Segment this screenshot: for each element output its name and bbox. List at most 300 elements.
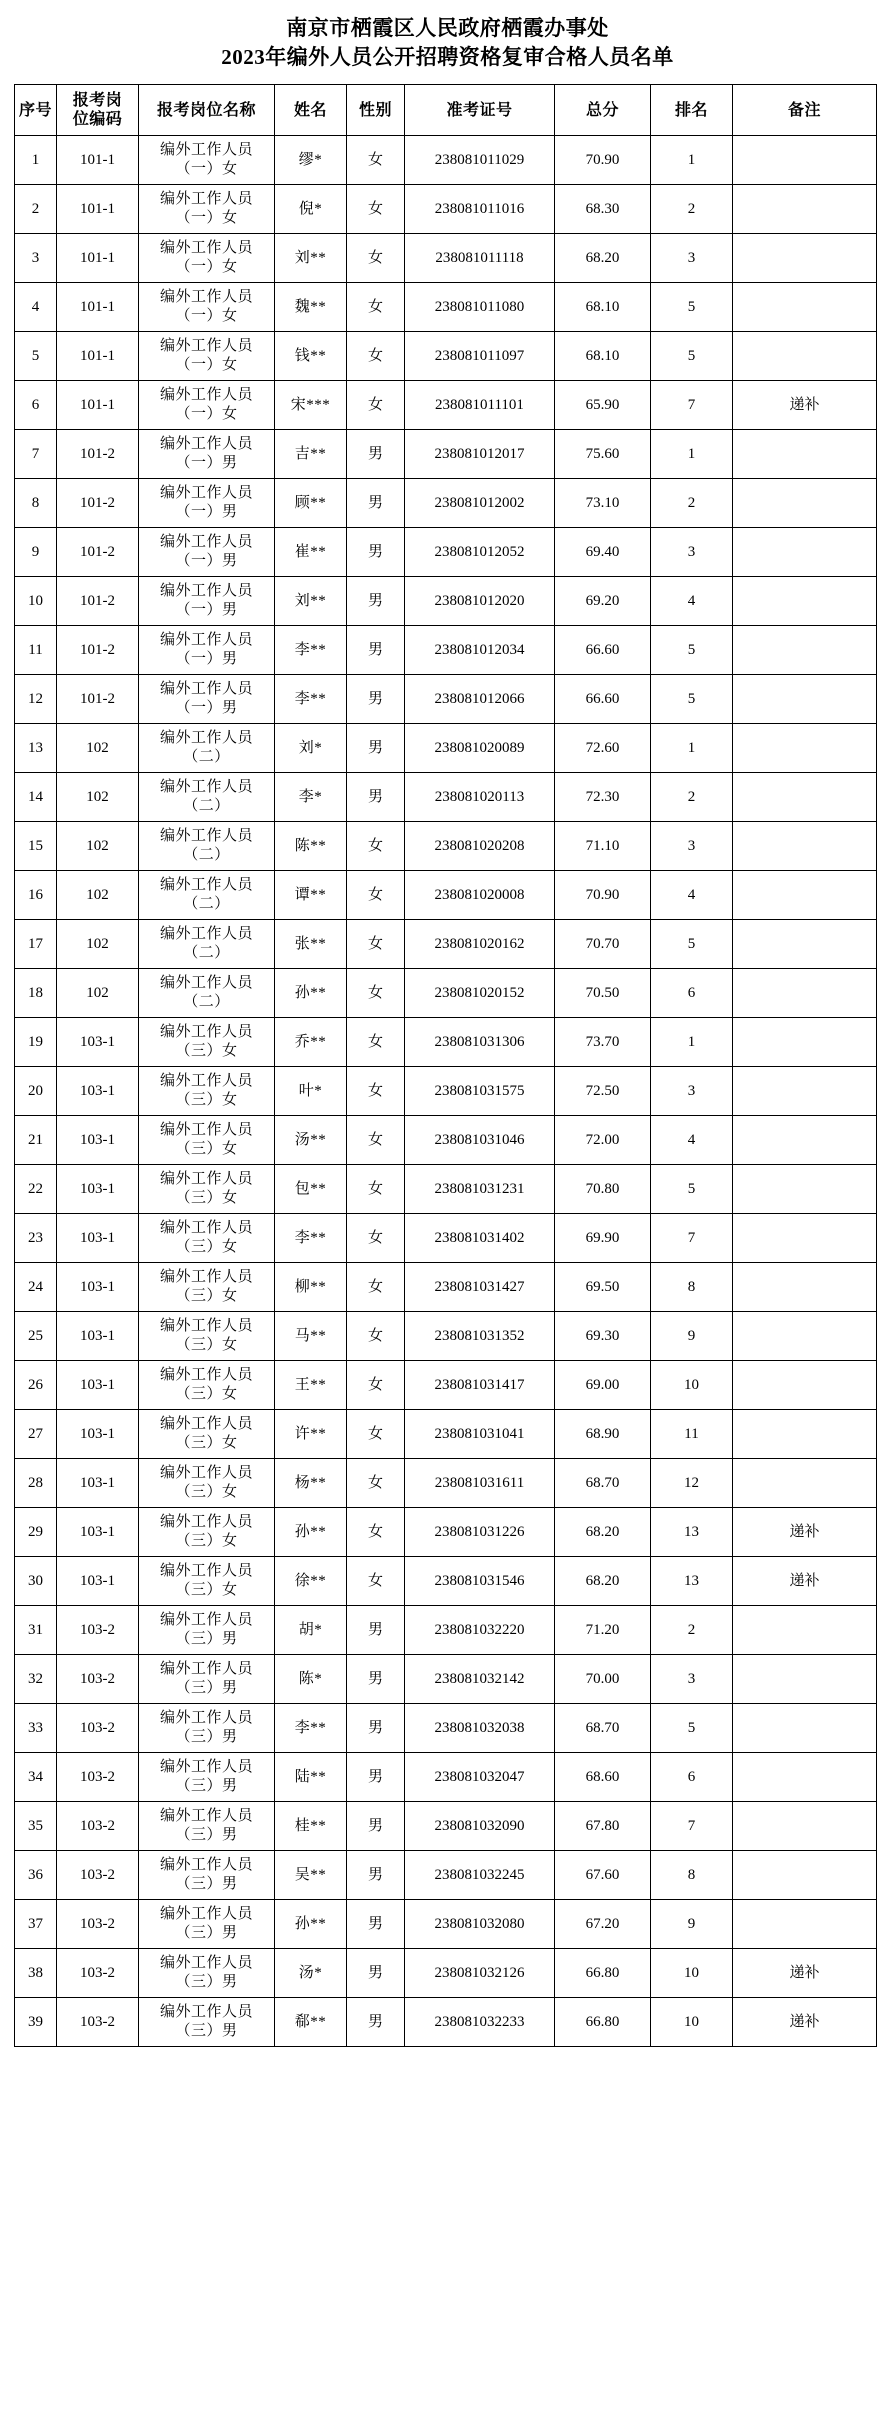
cell-name: 乔**	[275, 1018, 347, 1067]
cell-post-name-line2: （二）	[183, 749, 230, 765]
cell-gender: 女	[347, 871, 405, 920]
cell-seq: 38	[15, 1949, 57, 1998]
cell-post-name-line1: 编外工作人员	[159, 191, 253, 207]
table-row	[15, 1165, 877, 1214]
cell-remark: 递补	[733, 1998, 877, 2047]
cell-name: 缪*	[275, 136, 347, 185]
cell-gender: 女	[347, 1361, 405, 1410]
cell-gender: 男	[347, 1851, 405, 1900]
cell-post-name	[139, 1851, 275, 1900]
cell-rank: 2	[651, 479, 733, 528]
cell-total-score: 68.90	[555, 1410, 651, 1459]
cell-remark	[733, 1410, 877, 1459]
cell-remark	[733, 283, 877, 332]
cell-remark	[733, 1900, 877, 1949]
cell-total-score: 71.10	[555, 822, 651, 871]
table-row	[15, 1263, 877, 1312]
cell-post-name-line1: 编外工作人员	[159, 877, 253, 893]
cell-rank: 9	[651, 1312, 733, 1361]
table-row	[15, 920, 877, 969]
cell-rank: 9	[651, 1900, 733, 1949]
cell-ticket-number: 238081031226	[405, 1508, 555, 1557]
table-row	[15, 577, 877, 626]
cell-post-name-line1: 编外工作人员	[159, 289, 253, 305]
cell-rank: 8	[651, 1851, 733, 1900]
cell-remark	[733, 234, 877, 283]
cell-rank: 5	[651, 1165, 733, 1214]
cell-post-name	[139, 1067, 275, 1116]
cell-remark	[733, 675, 877, 724]
cell-post-name	[139, 283, 275, 332]
cell-ticket-number: 238081012017	[405, 430, 555, 479]
cell-rank: 3	[651, 528, 733, 577]
cell-seq: 4	[15, 283, 57, 332]
cell-gender: 女	[347, 1459, 405, 1508]
column-header-post-name: 报考岗位名称	[139, 85, 275, 136]
cell-seq: 24	[15, 1263, 57, 1312]
table-row	[15, 283, 877, 332]
cell-remark	[733, 1116, 877, 1165]
cell-name: 吴**	[275, 1851, 347, 1900]
cell-total-score: 69.90	[555, 1214, 651, 1263]
cell-post-name-line1: 编外工作人员	[159, 387, 253, 403]
cell-seq: 27	[15, 1410, 57, 1459]
cell-post-name-line1: 编外工作人员	[159, 436, 253, 452]
cell-gender: 男	[347, 675, 405, 724]
cell-total-score: 67.60	[555, 1851, 651, 1900]
table-row	[15, 1410, 877, 1459]
cell-gender: 女	[347, 381, 405, 430]
cell-rank: 10	[651, 1998, 733, 2047]
cell-remark	[733, 969, 877, 1018]
cell-post-name-line1: 编外工作人员	[159, 485, 253, 501]
cell-gender: 女	[347, 1067, 405, 1116]
cell-post-code: 101-2	[57, 626, 139, 675]
table-row	[15, 1361, 877, 1410]
cell-seq: 1	[15, 136, 57, 185]
cell-post-name-line2: （三）女	[175, 1337, 238, 1353]
cell-post-name-line1: 编外工作人员	[159, 632, 253, 648]
cell-name: 包**	[275, 1165, 347, 1214]
cell-post-code: 102	[57, 724, 139, 773]
cell-rank: 6	[651, 969, 733, 1018]
cell-remark	[733, 724, 877, 773]
cell-total-score: 66.80	[555, 1998, 651, 2047]
cell-total-score: 66.80	[555, 1949, 651, 1998]
cell-post-name-line1: 编外工作人员	[159, 1122, 253, 1138]
cell-name: 陆**	[275, 1753, 347, 1802]
cell-post-name	[139, 430, 275, 479]
cell-gender: 男	[347, 1704, 405, 1753]
cell-post-code: 101-1	[57, 185, 139, 234]
cell-total-score: 67.20	[555, 1900, 651, 1949]
cell-name: 马**	[275, 1312, 347, 1361]
cell-post-code: 103-2	[57, 1753, 139, 1802]
cell-post-name-line2: （三）女	[175, 1190, 238, 1206]
table-row	[15, 724, 877, 773]
cell-ticket-number: 238081032038	[405, 1704, 555, 1753]
cell-ticket-number: 238081011118	[405, 234, 555, 283]
cell-post-name-line2: （三）女	[175, 1533, 238, 1549]
cell-ticket-number: 238081031402	[405, 1214, 555, 1263]
cell-remark	[733, 1214, 877, 1263]
cell-seq: 3	[15, 234, 57, 283]
cell-post-code: 101-1	[57, 381, 139, 430]
cell-post-name	[139, 1508, 275, 1557]
cell-post-name-line1: 编外工作人员	[159, 1661, 253, 1677]
cell-remark	[733, 1361, 877, 1410]
cell-post-name-line2: （三）男	[175, 1876, 238, 1892]
table-row	[15, 479, 877, 528]
cell-total-score: 68.20	[555, 234, 651, 283]
cell-post-code: 101-1	[57, 136, 139, 185]
cell-remark	[733, 577, 877, 626]
cell-rank: 7	[651, 1214, 733, 1263]
cell-seq: 31	[15, 1606, 57, 1655]
table-row	[15, 1802, 877, 1851]
cell-seq: 7	[15, 430, 57, 479]
cell-post-code: 103-1	[57, 1018, 139, 1067]
cell-total-score: 68.70	[555, 1459, 651, 1508]
cell-remark	[733, 185, 877, 234]
cell-post-name-line1: 编外工作人员	[159, 1759, 253, 1775]
cell-post-code: 103-1	[57, 1067, 139, 1116]
cell-total-score: 69.50	[555, 1263, 651, 1312]
table-row	[15, 381, 877, 430]
cell-post-name	[139, 822, 275, 871]
cell-seq: 28	[15, 1459, 57, 1508]
cell-seq: 5	[15, 332, 57, 381]
cell-total-score: 69.20	[555, 577, 651, 626]
cell-remark	[733, 1851, 877, 1900]
cell-post-name-line2: （三）男	[175, 1680, 238, 1696]
cell-rank: 1	[651, 724, 733, 773]
cell-gender: 女	[347, 1214, 405, 1263]
cell-name: 许**	[275, 1410, 347, 1459]
cell-ticket-number: 238081011029	[405, 136, 555, 185]
cell-ticket-number: 238081032090	[405, 1802, 555, 1851]
cell-seq: 29	[15, 1508, 57, 1557]
cell-ticket-number: 238081031546	[405, 1557, 555, 1606]
cell-name: 宋***	[275, 381, 347, 430]
cell-name: 李*	[275, 773, 347, 822]
cell-post-name-line2: （三）男	[175, 1925, 238, 1941]
cell-remark: 递补	[733, 1508, 877, 1557]
cell-post-code: 102	[57, 822, 139, 871]
cell-rank: 3	[651, 234, 733, 283]
cell-total-score: 73.10	[555, 479, 651, 528]
cell-ticket-number: 238081032126	[405, 1949, 555, 1998]
cell-post-name	[139, 773, 275, 822]
cell-post-name	[139, 1214, 275, 1263]
cell-rank: 12	[651, 1459, 733, 1508]
cell-name: 孙**	[275, 969, 347, 1018]
cell-name: 杨**	[275, 1459, 347, 1508]
cell-rank: 11	[651, 1410, 733, 1459]
cell-rank: 1	[651, 430, 733, 479]
cell-post-name	[139, 920, 275, 969]
cell-ticket-number: 238081012066	[405, 675, 555, 724]
cell-post-name-line1: 编外工作人员	[159, 2004, 253, 2020]
cell-total-score: 68.60	[555, 1753, 651, 1802]
column-header-post-code-line1: 报考岗	[72, 92, 123, 109]
cell-post-code: 103-2	[57, 1900, 139, 1949]
cell-ticket-number: 238081011101	[405, 381, 555, 430]
cell-post-name	[139, 1018, 275, 1067]
cell-ticket-number: 238081031352	[405, 1312, 555, 1361]
cell-seq: 6	[15, 381, 57, 430]
cell-post-name-line1: 编外工作人员	[159, 1906, 253, 1922]
cell-post-name-line1: 编外工作人员	[159, 1367, 253, 1383]
cell-total-score: 71.20	[555, 1606, 651, 1655]
cell-name: 孙**	[275, 1900, 347, 1949]
cell-post-name	[139, 234, 275, 283]
cell-remark	[733, 1802, 877, 1851]
cell-post-name-line1: 编外工作人员	[159, 1269, 253, 1285]
cell-post-name-line1: 编外工作人员	[159, 1024, 253, 1040]
cell-post-name	[139, 626, 275, 675]
cell-post-code: 103-1	[57, 1557, 139, 1606]
cell-post-name	[139, 1998, 275, 2047]
column-header-remark: 备注	[733, 85, 877, 136]
table-row	[15, 1998, 877, 2047]
cell-rank: 5	[651, 920, 733, 969]
cell-name: 孙**	[275, 1508, 347, 1557]
cell-post-name	[139, 136, 275, 185]
cell-post-code: 103-1	[57, 1459, 139, 1508]
cell-name: 李**	[275, 1704, 347, 1753]
cell-post-name	[139, 381, 275, 430]
cell-gender: 女	[347, 1557, 405, 1606]
cell-post-name	[139, 1949, 275, 1998]
cell-post-name-line1: 编外工作人员	[159, 1710, 253, 1726]
cell-post-name-line2: （二）	[183, 994, 230, 1010]
table-row	[15, 1900, 877, 1949]
cell-seq: 10	[15, 577, 57, 626]
cell-ticket-number: 238081031231	[405, 1165, 555, 1214]
cell-rank: 4	[651, 577, 733, 626]
cell-total-score: 72.00	[555, 1116, 651, 1165]
cell-total-score: 70.90	[555, 871, 651, 920]
cell-seq: 32	[15, 1655, 57, 1704]
cell-post-name-line1: 编外工作人员	[159, 1318, 253, 1334]
cell-total-score: 68.20	[555, 1557, 651, 1606]
cell-gender: 男	[347, 1802, 405, 1851]
cell-seq: 34	[15, 1753, 57, 1802]
cell-seq: 8	[15, 479, 57, 528]
cell-name: 汤*	[275, 1949, 347, 1998]
table-header-row	[15, 85, 877, 136]
cell-remark	[733, 1459, 877, 1508]
cell-seq: 17	[15, 920, 57, 969]
cell-total-score: 68.20	[555, 1508, 651, 1557]
table-row	[15, 528, 877, 577]
cell-post-name	[139, 332, 275, 381]
column-header-gender: 性别	[347, 85, 405, 136]
cell-total-score: 70.70	[555, 920, 651, 969]
cell-post-name-line1: 编外工作人员	[159, 142, 253, 158]
table-row	[15, 234, 877, 283]
cell-seq: 30	[15, 1557, 57, 1606]
cell-post-name-line1: 编外工作人员	[159, 681, 253, 697]
cell-remark	[733, 1165, 877, 1214]
title-line-2: 2023年编外人员公开招聘资格复审合格人员名单	[221, 45, 674, 69]
cell-post-name-line1: 编外工作人员	[159, 338, 253, 354]
cell-post-code: 103-2	[57, 1851, 139, 1900]
cell-post-name-line1: 编外工作人员	[159, 240, 253, 256]
cell-name: 陈**	[275, 822, 347, 871]
cell-gender: 男	[347, 430, 405, 479]
cell-name: 倪*	[275, 185, 347, 234]
cell-post-name-line2: （三）女	[175, 1288, 238, 1304]
cell-rank: 13	[651, 1508, 733, 1557]
cell-seq: 11	[15, 626, 57, 675]
cell-ticket-number: 238081031041	[405, 1410, 555, 1459]
column-header-rank: 排名	[651, 85, 733, 136]
cell-post-code: 101-1	[57, 234, 139, 283]
cell-rank: 4	[651, 871, 733, 920]
cell-gender: 男	[347, 773, 405, 822]
cell-name: 叶*	[275, 1067, 347, 1116]
column-header-post-code	[57, 85, 139, 136]
cell-gender: 女	[347, 234, 405, 283]
cell-post-name-line2: （一）女	[175, 357, 238, 373]
column-header-total-score: 总分	[555, 85, 651, 136]
cell-post-code: 101-1	[57, 332, 139, 381]
table-row	[15, 1508, 877, 1557]
cell-ticket-number: 238081011097	[405, 332, 555, 381]
cell-post-name	[139, 1802, 275, 1851]
cell-post-name	[139, 1655, 275, 1704]
cell-total-score: 68.10	[555, 332, 651, 381]
cell-total-score: 69.00	[555, 1361, 651, 1410]
cell-rank: 4	[651, 1116, 733, 1165]
cell-remark	[733, 773, 877, 822]
cell-post-name-line2: （三）女	[175, 1092, 238, 1108]
cell-post-code: 103-1	[57, 1410, 139, 1459]
table-row	[15, 430, 877, 479]
cell-gender: 女	[347, 283, 405, 332]
cell-seq: 16	[15, 871, 57, 920]
cell-total-score: 67.80	[555, 1802, 651, 1851]
cell-name: 钱**	[275, 332, 347, 381]
cell-post-code: 103-1	[57, 1361, 139, 1410]
cell-ticket-number: 238081032233	[405, 1998, 555, 2047]
cell-rank: 1	[651, 136, 733, 185]
cell-ticket-number: 238081011016	[405, 185, 555, 234]
cell-post-name-line1: 编外工作人员	[159, 1955, 253, 1971]
table-row	[15, 822, 877, 871]
cell-ticket-number: 238081031575	[405, 1067, 555, 1116]
cell-post-code: 103-2	[57, 1655, 139, 1704]
cell-post-name	[139, 675, 275, 724]
cell-seq: 37	[15, 1900, 57, 1949]
cell-name: 谭**	[275, 871, 347, 920]
cell-post-code: 101-2	[57, 430, 139, 479]
cell-post-name-line1: 编外工作人员	[159, 926, 253, 942]
cell-gender: 女	[347, 185, 405, 234]
cell-name: 桂**	[275, 1802, 347, 1851]
cell-name: 刘**	[275, 234, 347, 283]
cell-post-code: 102	[57, 773, 139, 822]
cell-post-name-line2: （三）女	[175, 1141, 238, 1157]
cell-ticket-number: 238081031417	[405, 1361, 555, 1410]
cell-gender: 女	[347, 822, 405, 871]
cell-post-code: 103-1	[57, 1165, 139, 1214]
table-row	[15, 1116, 877, 1165]
cell-ticket-number: 238081032047	[405, 1753, 555, 1802]
cell-total-score: 69.40	[555, 528, 651, 577]
cell-ticket-number: 238081012052	[405, 528, 555, 577]
cell-post-name-line2: （三）女	[175, 1582, 238, 1598]
table-row	[15, 1753, 877, 1802]
cell-post-name-line2: （三）女	[175, 1043, 238, 1059]
cell-post-name	[139, 185, 275, 234]
table-row	[15, 1312, 877, 1361]
cell-name: 李**	[275, 1214, 347, 1263]
cell-name: 刘*	[275, 724, 347, 773]
cell-seq: 13	[15, 724, 57, 773]
cell-post-name-line2: （三）男	[175, 1729, 238, 1745]
cell-remark	[733, 332, 877, 381]
cell-post-name-line1: 编外工作人员	[159, 534, 253, 550]
cell-total-score: 72.30	[555, 773, 651, 822]
table-row	[15, 1214, 877, 1263]
cell-gender: 女	[347, 1116, 405, 1165]
cell-ticket-number: 238081032220	[405, 1606, 555, 1655]
cell-post-code: 102	[57, 969, 139, 1018]
cell-post-name-line1: 编外工作人员	[159, 1465, 253, 1481]
cell-post-name	[139, 1557, 275, 1606]
cell-seq: 20	[15, 1067, 57, 1116]
cell-rank: 7	[651, 381, 733, 430]
cell-post-code: 103-2	[57, 1998, 139, 2047]
cell-rank: 2	[651, 185, 733, 234]
cell-ticket-number: 238081031046	[405, 1116, 555, 1165]
cell-post-name-line1: 编外工作人员	[159, 1220, 253, 1236]
cell-seq: 19	[15, 1018, 57, 1067]
cell-name: 刘**	[275, 577, 347, 626]
table-row	[15, 1067, 877, 1116]
table-row	[15, 626, 877, 675]
cell-post-name-line2: （一）男	[175, 602, 238, 618]
table-row	[15, 675, 877, 724]
cell-name: 胡*	[275, 1606, 347, 1655]
cell-post-name-line1: 编外工作人员	[159, 1416, 253, 1432]
cell-seq: 12	[15, 675, 57, 724]
cell-total-score: 75.60	[555, 430, 651, 479]
cell-post-name-line2: （三）男	[175, 1631, 238, 1647]
cell-remark	[733, 1606, 877, 1655]
page-title	[14, 14, 881, 72]
cell-rank: 5	[651, 1704, 733, 1753]
qualification-review-table	[14, 84, 877, 2047]
cell-post-name-line2: （一）男	[175, 455, 238, 471]
cell-post-name-line2: （三）男	[175, 1827, 238, 1843]
cell-name: 魏**	[275, 283, 347, 332]
cell-name: 李**	[275, 675, 347, 724]
cell-ticket-number: 238081012034	[405, 626, 555, 675]
cell-post-name-line2: （二）	[183, 945, 230, 961]
cell-post-name	[139, 577, 275, 626]
cell-post-name	[139, 479, 275, 528]
cell-gender: 女	[347, 332, 405, 381]
cell-seq: 25	[15, 1312, 57, 1361]
cell-rank: 10	[651, 1949, 733, 1998]
cell-post-name-line1: 编外工作人员	[159, 1808, 253, 1824]
cell-gender: 男	[347, 1998, 405, 2047]
cell-post-name-line1: 编外工作人员	[159, 975, 253, 991]
